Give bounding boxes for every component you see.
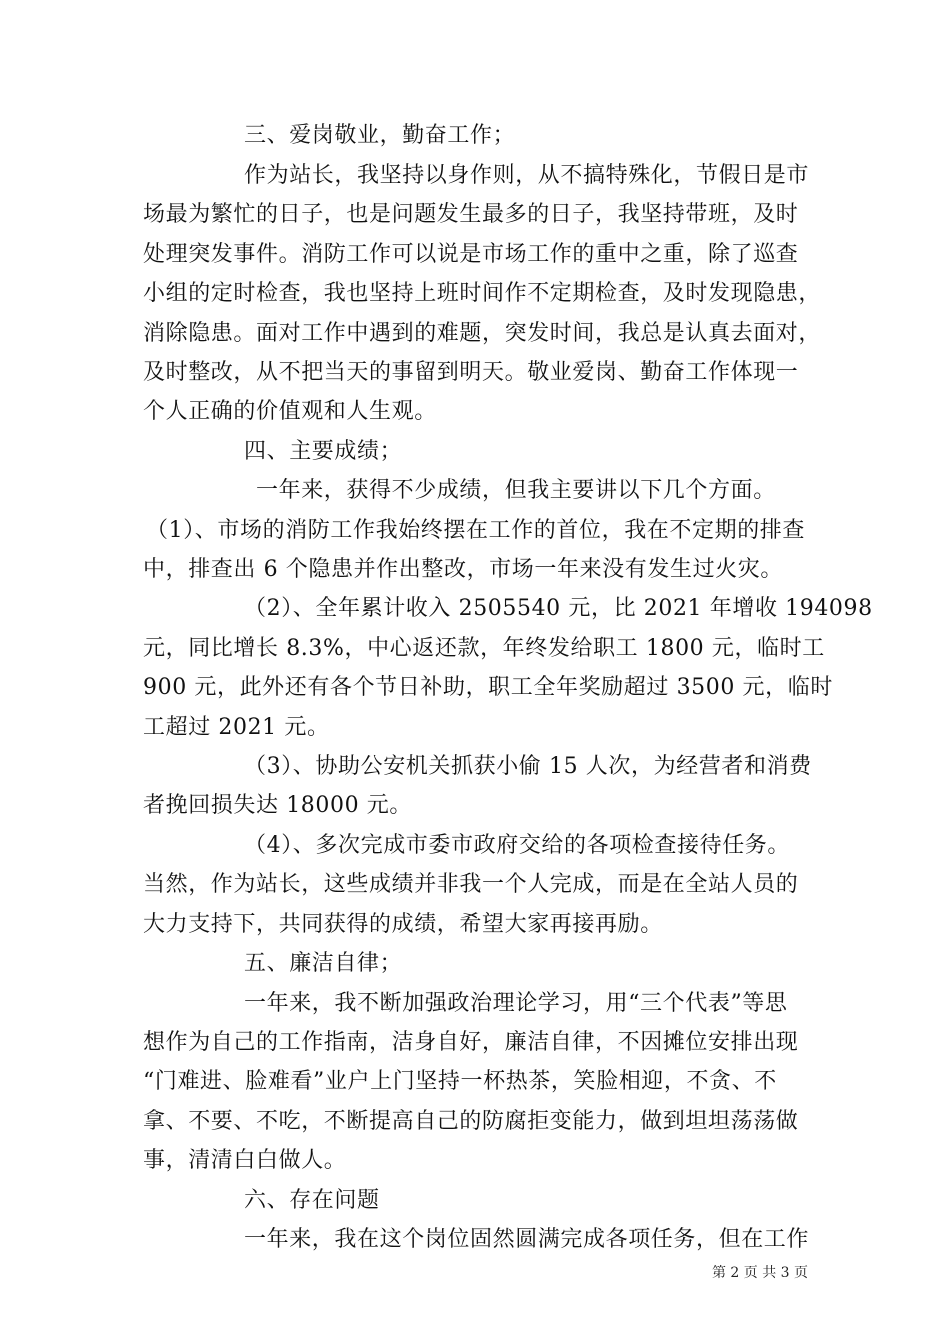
paragraph-line: 一年来，我在这个岗位固然圆满完成各项任务，但在工作 — [244, 1227, 810, 1252]
paragraph-line: “门难进、脸难看”业户上门坚持一杯热茶，笑脸相迎，不贪、不 — [143, 1069, 777, 1094]
paragraph-line: 处理突发事件。消防工作可以说是市场工作的重中之重，除了巡查 — [143, 242, 799, 267]
list-item-line: 中，排查出 6 个隐患并作出整改，市场一年来没有发生过火灾。 — [143, 557, 783, 582]
paragraph-line: 消除隐患。面对工作中遇到的难题，突发时间，我总是认真去面对， — [143, 321, 822, 346]
paragraph-line: 想作为自己的工作指南，洁身自好，廉洁自律，不因摊位安排出现 — [143, 1030, 799, 1055]
paragraph-line: 个人正确的价值观和人生观。 — [143, 399, 437, 424]
list-item-line: （2）、全年累计收入 2505540 元，比 2021 年增收 194098 — [244, 596, 873, 621]
list-item-line: 者挽回损失达 18000 元。 — [143, 793, 412, 818]
paragraph-line: 当然，作为站长，这些成绩并非我一个人完成，而是在全站人员的 — [143, 872, 799, 897]
paragraph-line: 一年来，获得不少成绩，但我主要讲以下几个方面。 — [256, 478, 776, 503]
paragraph-line: 场最为繁忙的日子，也是问题发生最多的日子，我坚持带班，及时 — [143, 202, 799, 227]
paragraph-line: 及时整改，从不把当天的事留到明天。敬业爱岗、勤奋工作体现一 — [143, 360, 799, 385]
paragraph-line: 小组的定时检查，我也坚持上班时间作不定期检查，及时发现隐患， — [143, 281, 822, 306]
section-heading-4: 四、主要成绩； — [244, 439, 403, 464]
paragraph-line: 拿、不要、不吃，不断提高自己的防腐拒变能力，做到坦坦荡荡做 — [143, 1109, 799, 1134]
section-heading-6: 六、存在问题 — [244, 1188, 380, 1213]
list-item-line: 900 元，此外还有各个节日补助，职工全年奖励超过 3500 元，临时 — [143, 675, 833, 700]
list-item-line: 工超过 2021 元。 — [143, 715, 330, 740]
paragraph-line: 事，清清白白做人。 — [143, 1148, 347, 1173]
list-item-line: 元，同比增长 8.3%，中心返还款，年终发给职工 1800 元，临时工 — [143, 636, 825, 661]
paragraph-line: 一年来，我不断加强政治理论学习，用“三个代表”等思 — [244, 991, 788, 1016]
page-number: 第 2 页 共 3 页 — [711, 1265, 809, 1281]
list-item-line: （3）、协助公安机关抓获小偷 15 人次，为经营者和消费 — [244, 754, 812, 779]
section-heading-3: 三、爱岗敬业，勤奋工作； — [244, 123, 516, 148]
paragraph-line: 大力支持下，共同获得的成绩，希望大家再接再励。 — [143, 912, 663, 937]
list-item-line: （4）、多次完成市委市政府交给的各项检查接待任务。 — [244, 833, 790, 858]
paragraph-line: 作为站长，我坚持以身作则，从不搞特殊化，节假日是市 — [244, 163, 810, 188]
section-heading-5: 五、廉洁自律； — [244, 951, 403, 976]
list-item-line: （1）、市场的消防工作我始终摆在工作的首位，我在不定期的排查 — [146, 518, 805, 543]
